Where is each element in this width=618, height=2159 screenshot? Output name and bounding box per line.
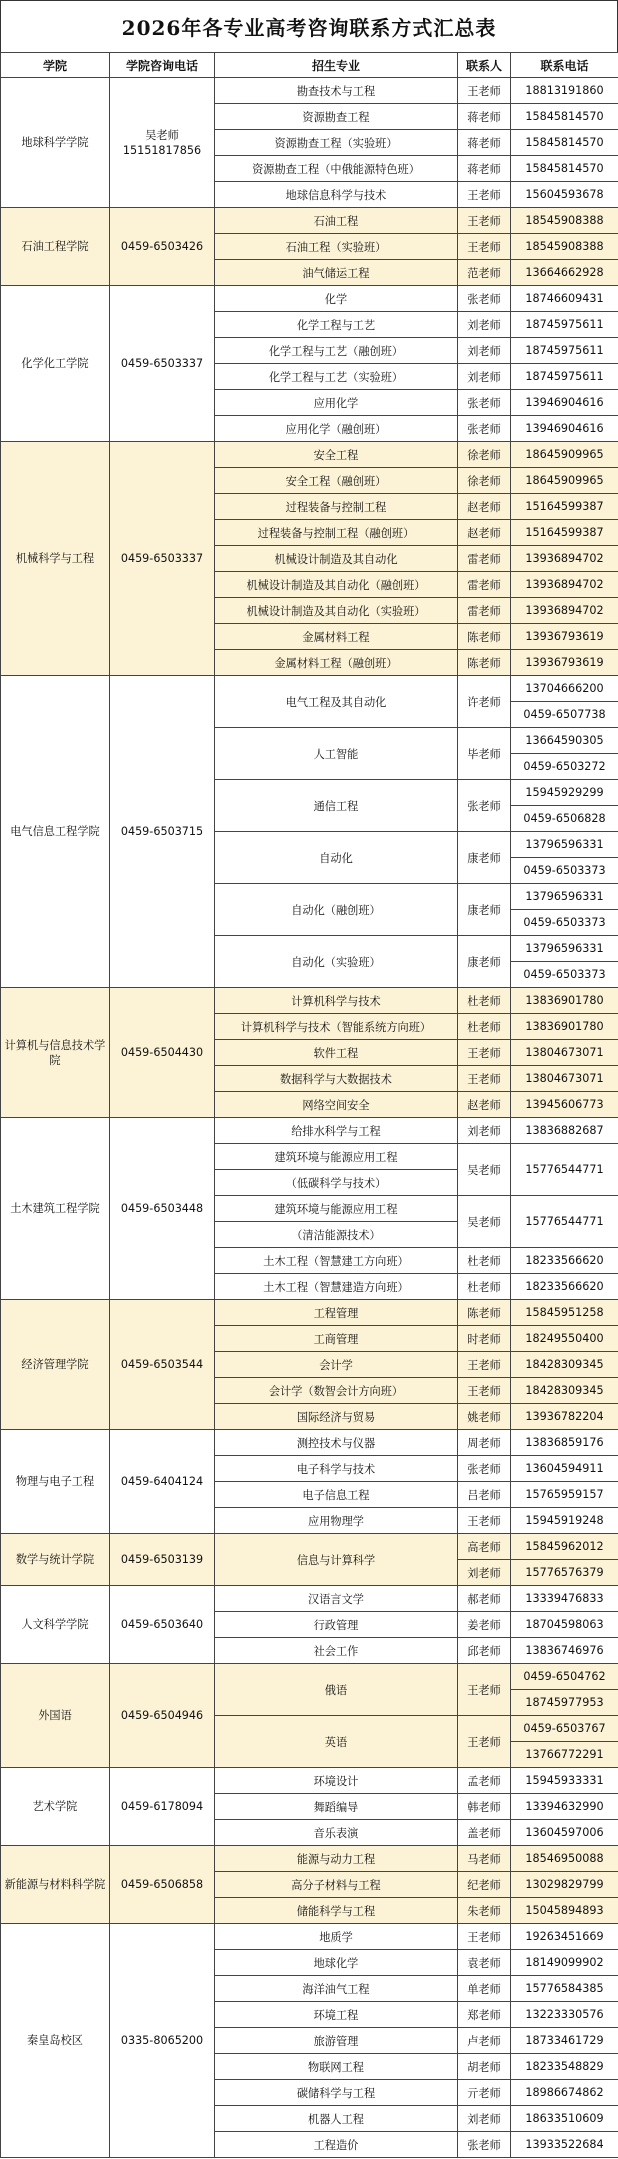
contact-name: 王老师 — [458, 1378, 511, 1404]
contact-name: 胡老师 — [458, 2054, 511, 2080]
table-row — [1, 208, 618, 234]
contact-name: 毕老师 — [458, 728, 511, 780]
contact-name: 蒋老师 — [458, 130, 511, 156]
contact-tel: 13936894702 — [511, 572, 618, 598]
contact-tel: 15776576379 — [511, 1560, 618, 1586]
major-name: 海洋油气工程 — [215, 1976, 458, 2002]
contact-tel: 13836901780 — [511, 988, 618, 1014]
contact-name: 杜老师 — [458, 1014, 511, 1040]
major-name: （清洁能源技术） — [215, 1222, 458, 1248]
college-name: 外国语 — [1, 1664, 110, 1768]
college-name: 土木建筑工程学院 — [1, 1118, 110, 1300]
contact-tel: 13804673071 — [511, 1066, 618, 1092]
contact-name: 张老师 — [458, 416, 511, 442]
contact-tel: 13766772291 — [511, 1742, 618, 1768]
contact-name: 王老师 — [458, 208, 511, 234]
contact-name: 盖老师 — [458, 1820, 511, 1846]
college-name: 艺术学院 — [1, 1768, 110, 1846]
contact-tel: 13796596331 — [511, 832, 618, 858]
contact-tel: 13394632990 — [511, 1794, 618, 1820]
contact-name: 王老师 — [458, 1664, 511, 1716]
college-phone: 0459-6503544 — [110, 1300, 215, 1430]
college-name: 数学与统计学院 — [1, 1534, 110, 1586]
major-name: 会计学（数智会计方向班） — [215, 1378, 458, 1404]
college-phone: 0335-8065200 — [110, 1924, 215, 2158]
contact-name: 吕老师 — [458, 1482, 511, 1508]
table-row — [1, 1664, 618, 1690]
major-name: 机械设计制造及其自动化（实验班） — [215, 598, 458, 624]
college-name: 机械科学与工程 — [1, 442, 110, 676]
contact-tel: 13029829799 — [511, 1872, 618, 1898]
major-name: 工程造价 — [215, 2132, 458, 2158]
contact-name: 陈老师 — [458, 1300, 511, 1326]
major-name: 资源勘查工程 — [215, 104, 458, 130]
contact-tel: 13836746976 — [511, 1638, 618, 1664]
contact-name: 韩老师 — [458, 1794, 511, 1820]
contact-tel: 18745975611 — [511, 338, 618, 364]
table-row — [1, 1846, 618, 1872]
major-name: 数据科学与大数据技术 — [215, 1066, 458, 1092]
major-name: 自动化（实验班） — [215, 936, 458, 988]
contact-tel: 15945919248 — [511, 1508, 618, 1534]
contact-tel: 0459-6503373 — [511, 858, 618, 884]
contact-name: 孟老师 — [458, 1768, 511, 1794]
major-name: 人工智能 — [215, 728, 458, 780]
table-row — [1, 78, 618, 104]
contact-tel: 18704598063 — [511, 1612, 618, 1638]
college-phone: 0459-6503715 — [110, 676, 215, 988]
major-name: 计算机科学与技术 — [215, 988, 458, 1014]
college-phone: 0459-6503337 — [110, 286, 215, 442]
contact-tel: 15845814570 — [511, 156, 618, 182]
contact-tel: 18746609431 — [511, 286, 618, 312]
contact-name: 康老师 — [458, 884, 511, 936]
contact-tel: 13933522684 — [511, 2132, 618, 2158]
contact-name: 周老师 — [458, 1430, 511, 1456]
major-name: 给排水科学与工程 — [215, 1118, 458, 1144]
contact-name: 吴老师 — [458, 1144, 511, 1196]
college-name: 电气信息工程学院 — [1, 676, 110, 988]
major-name: 土木工程（智慧建工方向班） — [215, 1248, 458, 1274]
contact-tel: 18545908388 — [511, 234, 618, 260]
contact-name: 亓老师 — [458, 2080, 511, 2106]
college-phone: 0459-6506858 — [110, 1846, 215, 1924]
major-name: 应用化学（融创班） — [215, 416, 458, 442]
major-name: 金属材料工程（融创班） — [215, 650, 458, 676]
contact-tel: 15845814570 — [511, 104, 618, 130]
college-name: 经济管理学院 — [1, 1300, 110, 1430]
major-name: 安全工程 — [215, 442, 458, 468]
contact-tel: 13936894702 — [511, 598, 618, 624]
contact-tel: 18645909965 — [511, 442, 618, 468]
contact-name: 张老师 — [458, 1456, 511, 1482]
contact-name: 许老师 — [458, 676, 511, 728]
contact-tel: 15845962012 — [511, 1534, 618, 1560]
contact-tel: 15845814570 — [511, 130, 618, 156]
contact-name: 刘老师 — [458, 364, 511, 390]
contact-name: 王老师 — [458, 1040, 511, 1066]
table-row — [1, 1300, 618, 1326]
major-name: 机器人工程 — [215, 2106, 458, 2132]
major-name: 俄语 — [215, 1664, 458, 1716]
contact-name: 时老师 — [458, 1326, 511, 1352]
contact-name: 张老师 — [458, 390, 511, 416]
contact-name: 雷老师 — [458, 546, 511, 572]
contact-name: 赵老师 — [458, 494, 511, 520]
contact-tel: 13339476833 — [511, 1586, 618, 1612]
contact-name: 徐老师 — [458, 468, 511, 494]
header-college: 学院 — [1, 53, 110, 78]
contact-tel: 0459-6503373 — [511, 910, 618, 936]
contact-name: 范老师 — [458, 260, 511, 286]
major-name: 地球化学 — [215, 1950, 458, 1976]
contact-tel: 13223330576 — [511, 2002, 618, 2028]
major-name: 地质学 — [215, 1924, 458, 1950]
major-name: 环境工程 — [215, 2002, 458, 2028]
table-row — [1, 676, 618, 702]
major-name: 工商管理 — [215, 1326, 458, 1352]
contact-name: 姜老师 — [458, 1612, 511, 1638]
major-name: 资源勘查工程（中俄能源特色班） — [215, 156, 458, 182]
college-phone: 0459-6504430 — [110, 988, 215, 1118]
contact-tel: 13836859176 — [511, 1430, 618, 1456]
major-name: 音乐表演 — [215, 1820, 458, 1846]
contact-name: 王老师 — [458, 1508, 511, 1534]
major-name: 能源与动力工程 — [215, 1846, 458, 1872]
major-name: 软件工程 — [215, 1040, 458, 1066]
contact-tel: 18545908388 — [511, 208, 618, 234]
contact-name: 蒋老师 — [458, 156, 511, 182]
contact-tel: 18233566620 — [511, 1274, 618, 1300]
contact-tel: 0459-6504762 — [511, 1664, 618, 1690]
contact-tel: 13946904616 — [511, 416, 618, 442]
contact-tel: 15604593678 — [511, 182, 618, 208]
contact-tel: 0459-6503272 — [511, 754, 618, 780]
major-name: 工程管理 — [215, 1300, 458, 1326]
major-name: 测控技术与仪器 — [215, 1430, 458, 1456]
contact-tel: 15845951258 — [511, 1300, 618, 1326]
contact-tel: 18986674862 — [511, 2080, 618, 2106]
contact-name: 刘老师 — [458, 312, 511, 338]
contact-tel: 18733461729 — [511, 2028, 618, 2054]
major-name: （低碳科学与技术） — [215, 1170, 458, 1196]
contact-tel: 13604597006 — [511, 1820, 618, 1846]
contact-name: 张老师 — [458, 286, 511, 312]
contact-name: 王老师 — [458, 182, 511, 208]
table-row — [1, 1430, 618, 1456]
contact-name: 王老师 — [458, 234, 511, 260]
major-name: 勘查技术与工程 — [215, 78, 458, 104]
contact-name: 康老师 — [458, 832, 511, 884]
contact-name: 郑老师 — [458, 2002, 511, 2028]
major-name: 碳储科学与工程 — [215, 2080, 458, 2106]
contact-name: 杜老师 — [458, 988, 511, 1014]
major-name: 通信工程 — [215, 780, 458, 832]
college-phone: 0459-6503448 — [110, 1118, 215, 1300]
contact-tel: 15164599387 — [511, 520, 618, 546]
table-row — [1, 1924, 618, 1950]
header-contact: 联系人 — [458, 53, 511, 78]
contact-tel: 0459-6503767 — [511, 1716, 618, 1742]
contact-name: 高老师 — [458, 1534, 511, 1560]
major-name: 英语 — [215, 1716, 458, 1768]
college-name: 石油工程学院 — [1, 208, 110, 286]
table-row — [1, 1534, 618, 1560]
major-name: 储能科学与工程 — [215, 1898, 458, 1924]
contact-tel: 18745975611 — [511, 312, 618, 338]
major-name: 过程装备与控制工程 — [215, 494, 458, 520]
college-name: 人文科学学院 — [1, 1586, 110, 1664]
major-name: 应用物理学 — [215, 1508, 458, 1534]
contact-tel: 13946904616 — [511, 390, 618, 416]
college-phone: 0459-6504946 — [110, 1664, 215, 1768]
major-name: 石油工程（实验班） — [215, 234, 458, 260]
contact-tel: 13936793619 — [511, 650, 618, 676]
contact-tel: 18745977953 — [511, 1690, 618, 1716]
contact-name: 郝老师 — [458, 1586, 511, 1612]
header-tel: 联系电话 — [511, 53, 618, 78]
table-row — [1, 1768, 618, 1794]
contact-name: 王老师 — [458, 1716, 511, 1768]
major-name: 社会工作 — [215, 1638, 458, 1664]
major-name: 计算机科学与技术（智能系统方向班） — [215, 1014, 458, 1040]
college-phone: 0459-6503640 — [110, 1586, 215, 1664]
contact-tel: 18813191860 — [511, 78, 618, 104]
contact-name: 杜老师 — [458, 1248, 511, 1274]
major-name: 资源勘查工程（实验班） — [215, 130, 458, 156]
contact-tel: 18633510609 — [511, 2106, 618, 2132]
college-name: 地球科学学院 — [1, 78, 110, 208]
major-name: 机械设计制造及其自动化 — [215, 546, 458, 572]
major-name: 电气工程及其自动化 — [215, 676, 458, 728]
contact-tel: 13836901780 — [511, 1014, 618, 1040]
contact-tel: 18645909965 — [511, 468, 618, 494]
table-row — [1, 286, 618, 312]
contact-tel: 13604594911 — [511, 1456, 618, 1482]
major-name: 网络空间安全 — [215, 1092, 458, 1118]
college-name: 物理与电子工程 — [1, 1430, 110, 1534]
major-name: 汉语言文学 — [215, 1586, 458, 1612]
contact-name: 卢老师 — [458, 2028, 511, 2054]
contact-tel: 18249550400 — [511, 1326, 618, 1352]
contact-tel: 15945933331 — [511, 1768, 618, 1794]
major-name: 舞蹈编导 — [215, 1794, 458, 1820]
contact-tel: 13836882687 — [511, 1118, 618, 1144]
contact-name: 张老师 — [458, 780, 511, 832]
contact-name: 刘老师 — [458, 1560, 511, 1586]
college-phone: 0459-6503139 — [110, 1534, 215, 1586]
contact-tel: 13664590305 — [511, 728, 618, 754]
major-name: 油气储运工程 — [215, 260, 458, 286]
contact-name: 陈老师 — [458, 650, 511, 676]
contact-tel: 15776544771 — [511, 1144, 618, 1196]
table-row — [1, 1118, 618, 1144]
major-name: 过程装备与控制工程（融创班） — [215, 520, 458, 546]
contact-tel: 15776544771 — [511, 1196, 618, 1248]
major-name: 安全工程（融创班） — [215, 468, 458, 494]
contact-name: 朱老师 — [458, 1898, 511, 1924]
major-name: 土木工程（智慧建造方向班） — [215, 1274, 458, 1300]
contact-name: 纪老师 — [458, 1872, 511, 1898]
contact-tel: 15045894893 — [511, 1898, 618, 1924]
major-name: 自动化（融创班） — [215, 884, 458, 936]
major-name: 石油工程 — [215, 208, 458, 234]
contact-name: 康老师 — [458, 936, 511, 988]
contact-name: 雷老师 — [458, 572, 511, 598]
major-name: 化学工程与工艺 — [215, 312, 458, 338]
major-name: 环境设计 — [215, 1768, 458, 1794]
contact-tel: 15765959157 — [511, 1482, 618, 1508]
contact-tel: 18428309345 — [511, 1378, 618, 1404]
contact-name: 邱老师 — [458, 1638, 511, 1664]
header-major: 招生专业 — [215, 53, 458, 78]
contact-tel: 13945606773 — [511, 1092, 618, 1118]
contact-name: 姚老师 — [458, 1404, 511, 1430]
major-name: 高分子材料与工程 — [215, 1872, 458, 1898]
major-name: 自动化 — [215, 832, 458, 884]
contact-tel: 15164599387 — [511, 494, 618, 520]
major-name: 化学 — [215, 286, 458, 312]
contact-name: 张老师 — [458, 2132, 511, 2158]
contact-tel: 15945929299 — [511, 780, 618, 806]
table-row — [1, 1586, 618, 1612]
college-name: 化学化工学院 — [1, 286, 110, 442]
contact-table — [0, 52, 618, 2158]
contact-tel: 0459-6506828 — [511, 806, 618, 832]
contact-name: 陈老师 — [458, 624, 511, 650]
major-name: 化学工程与工艺（实验班） — [215, 364, 458, 390]
major-name: 机械设计制造及其自动化（融创班） — [215, 572, 458, 598]
table-body — [1, 78, 618, 2158]
major-name: 地球信息科学与技术 — [215, 182, 458, 208]
contact-tel: 18233548829 — [511, 2054, 618, 2080]
contact-tel: 18428309345 — [511, 1352, 618, 1378]
contact-tel: 13796596331 — [511, 936, 618, 962]
contact-name: 王老师 — [458, 1066, 511, 1092]
contact-tel: 18745975611 — [511, 364, 618, 390]
contact-name: 赵老师 — [458, 520, 511, 546]
major-name: 电子科学与技术 — [215, 1456, 458, 1482]
header-college-phone: 学院咨询电话 — [110, 53, 215, 78]
college-name: 新能源与材料科学院 — [1, 1846, 110, 1924]
college-phone: 0459-6503337 — [110, 442, 215, 676]
contact-tel: 13936782204 — [511, 1404, 618, 1430]
major-name: 电子信息工程 — [215, 1482, 458, 1508]
table-row — [1, 988, 618, 1014]
contact-tel: 13804673071 — [511, 1040, 618, 1066]
college-phone: 0459-6404124 — [110, 1430, 215, 1534]
contact-tel: 15776584385 — [511, 1976, 618, 2002]
contact-name: 刘老师 — [458, 2106, 511, 2132]
college-phone: 0459-6503426 — [110, 208, 215, 286]
college-name: 秦皇岛校区 — [1, 1924, 110, 2158]
contact-tel: 19263451669 — [511, 1924, 618, 1950]
major-name: 信息与计算科学 — [215, 1534, 458, 1586]
major-name: 会计学 — [215, 1352, 458, 1378]
college-phone: 0459-6178094 — [110, 1768, 215, 1846]
contact-tel: 13704666200 — [511, 676, 618, 702]
major-name: 国际经济与贸易 — [215, 1404, 458, 1430]
header-row — [1, 53, 618, 78]
contact-tel: 0459-6507738 — [511, 702, 618, 728]
contact-tel: 13796596331 — [511, 884, 618, 910]
college-name: 计算机与信息技术学院 — [1, 988, 110, 1118]
contact-name: 雷老师 — [458, 598, 511, 624]
major-name: 化学工程与工艺（融创班） — [215, 338, 458, 364]
major-name: 金属材料工程 — [215, 624, 458, 650]
contact-name: 王老师 — [458, 1924, 511, 1950]
page-title: 2026年各专业高考咨询联系方式汇总表 — [0, 0, 618, 52]
contact-name: 袁老师 — [458, 1950, 511, 1976]
college-phone: 吴老师 15151817856 — [110, 78, 215, 208]
contact-tel: 18546950088 — [511, 1846, 618, 1872]
contact-name: 刘老师 — [458, 338, 511, 364]
contact-tel: 18149099902 — [511, 1950, 618, 1976]
contact-name: 刘老师 — [458, 1118, 511, 1144]
major-name: 建筑环境与能源应用工程 — [215, 1196, 458, 1222]
contact-name: 单老师 — [458, 1976, 511, 2002]
contact-name: 吴老师 — [458, 1196, 511, 1248]
major-name: 旅游管理 — [215, 2028, 458, 2054]
contact-name: 蒋老师 — [458, 104, 511, 130]
table-row — [1, 442, 618, 468]
contact-name: 王老师 — [458, 1352, 511, 1378]
major-name: 建筑环境与能源应用工程 — [215, 1144, 458, 1170]
contact-tel: 13936894702 — [511, 546, 618, 572]
contact-name: 杜老师 — [458, 1274, 511, 1300]
contact-tel: 18233566620 — [511, 1248, 618, 1274]
contact-name: 赵老师 — [458, 1092, 511, 1118]
contact-name: 王老师 — [458, 78, 511, 104]
contact-name: 马老师 — [458, 1846, 511, 1872]
contact-name: 徐老师 — [458, 442, 511, 468]
contact-tel: 0459-6503373 — [511, 962, 618, 988]
major-name: 物联网工程 — [215, 2054, 458, 2080]
contact-tel: 13936793619 — [511, 624, 618, 650]
major-name: 应用化学 — [215, 390, 458, 416]
major-name: 行政管理 — [215, 1612, 458, 1638]
contact-tel: 13664662928 — [511, 260, 618, 286]
